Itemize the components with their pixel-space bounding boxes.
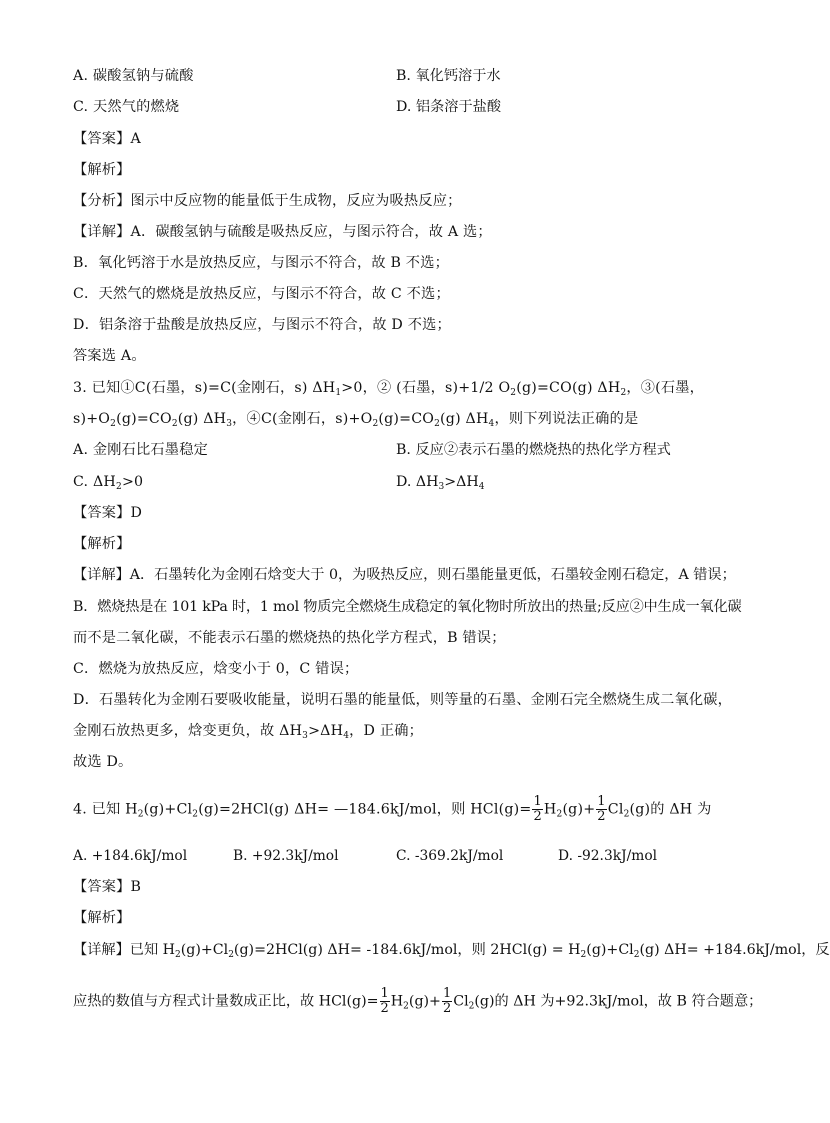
q2-option-a: A. 碳酸氢钠与硫酸 xyxy=(73,68,194,84)
q2-conclusion: 答案选 A。 xyxy=(73,348,146,364)
q3-answer: 【答案】D xyxy=(73,505,143,521)
q3-detail-a: 【详解】A．石墨转化为金刚石焓变大于 0，为吸热反应，则石墨能量更低，石墨较金刚石稳定，A 错误； xyxy=(73,567,736,583)
q3-conclusion: 故选 D。 xyxy=(73,754,133,770)
q2-option-c: C. 天然气的燃烧 xyxy=(73,99,180,115)
q4-detail-line2: 应热的数值与方程式计量数成正比，故 HCl(g)= $\frac{1}{2}$ $H_2(g)+$ $\frac{1}{2}$ $Cl_2(g)$的 ΔH 为+92.3kJ/mol，故 B 符合题意； xyxy=(73,986,763,1016)
q4-option-b: B. +92.3kJ/mol xyxy=(233,848,339,864)
q2-detail-a: 【详解】A．碳酸氢钠与硫酸是吸热反应，与图示符合，故 A 选； xyxy=(73,224,492,240)
q2-detail-c: C．天然气的燃烧是放热反应，与图示不符合，故 C 不选； xyxy=(73,286,450,302)
q3-detail-d-line1: D．石墨转化为金刚石要吸收能量，说明石墨的能量低，则等量的石墨、金刚石完全燃烧生成二氧化碳， xyxy=(73,692,733,708)
q2-answer: 【答案】A xyxy=(73,131,141,147)
q2-option-b: B. 氧化钙溶于水 xyxy=(396,68,501,84)
q4-answer: 【答案】B xyxy=(73,879,142,895)
q3-detail-b-line2: 而不是二氧化碳，不能表示石墨的燃烧热的热化学方程式，B 错误； xyxy=(73,630,506,646)
q3-option-c: C. $\Delta H_2>0$ xyxy=(73,474,144,492)
q2-detail-b: B．氧化钙溶于水是放热反应，与图示不符合，故 B 不选； xyxy=(73,255,449,271)
q3-detail-b-line1: B．燃烧热是在 101 kPa 时，1 mol 物质完全燃烧生成稳定的氧化物时所放出的热量;反应②中生成一氧化碳 xyxy=(73,599,742,615)
q4-option-a: A. +184.6kJ/mol xyxy=(73,848,188,864)
q3-option-b: B. 反应②表示石墨的燃烧热的热化学方程式 xyxy=(396,442,671,458)
q3-stem-line2: $s)+O_2(g)=CO_2(g)$ $\Delta H_3$，④C(金刚石，$s)+O_2(g)=CO_2(g)$ $\Delta H_4$，则下列说法正确的是 xyxy=(73,411,639,429)
q2-option-d: D. 铝条溶于盐酸 xyxy=(396,99,502,115)
fraction-one-half: $\frac{1}{2}$ xyxy=(442,986,452,1016)
q3-option-d: D. $\Delta H_3>\Delta H_4$ xyxy=(396,474,485,492)
fraction-one-half: $\frac{1}{2}$ xyxy=(380,986,389,1016)
fraction-one-half: $\frac{1}{2}$ xyxy=(597,794,606,824)
q2-jiexi-label: 【解析】 xyxy=(73,162,131,178)
q4-detail-line1: 【详解】已知 $H_2(g)+Cl_2(g)=2HCl(g)$ ΔH= -184.6kJ/mol，则 $2HCl(g) = H_2(g)+Cl_2(g)$ ΔH= +184.6kJ/mol，反 xyxy=(73,942,830,960)
q3-jiexi-label: 【解析】 xyxy=(73,536,131,552)
q2-detail-d: D．铝条溶于盐酸是放热反应，与图示不符合，故 D 不选； xyxy=(73,317,451,333)
q4-stem: 4. 已知 $H_2(g)+Cl_2(g)=2HCl(g)$ ΔH= —184.6kJ/mol，则 HCl(g)= $\frac{1}{2}$ $H_2(g)+$ $\frac{1}{2}$ $Cl_2(g)$的 ΔH 为 xyxy=(73,794,712,824)
q3-option-a: A. 金刚石比石墨稳定 xyxy=(73,442,208,458)
q4-option-c: C. -369.2kJ/mol xyxy=(396,848,504,864)
q3-stem-line1: 3. 已知①C(石墨，s)=C(金刚石，s) $\Delta H_1>0$，② (石墨，s)+1/2 $O_2(g)=CO(g)$ $\Delta H_2$，③(石墨， xyxy=(73,380,705,398)
q3-detail-d-line2: 金刚石放热更多，焓变更负，故 $\Delta H_3>\Delta H_4$，D 正确； xyxy=(73,723,423,741)
q4-jiexi-label: 【解析】 xyxy=(73,910,131,926)
fraction-one-half: $\frac{1}{2}$ xyxy=(533,794,542,824)
q3-detail-c: C．燃烧为放热反应，焓变小于 0，C 错误； xyxy=(73,661,359,677)
q4-option-d: D. -92.3kJ/mol xyxy=(558,848,658,864)
q2-analysis: 【分析】图示中反应物的能量低于生成物，反应为吸热反应； xyxy=(73,193,462,209)
